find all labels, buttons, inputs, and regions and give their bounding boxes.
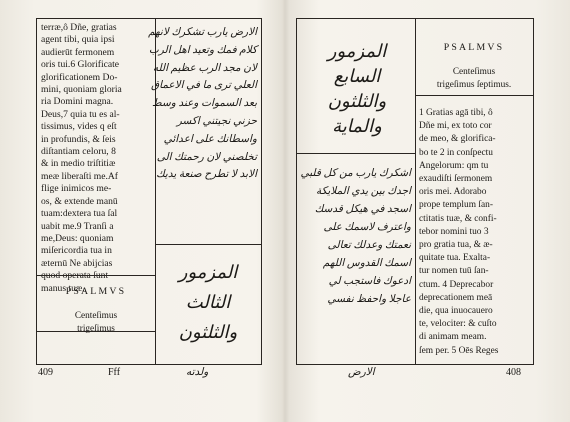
arabic-heading-line: والماية xyxy=(332,116,382,136)
latin-line: uabit me.9 Tranſi a xyxy=(41,220,114,232)
psalm-label: PSALMVS xyxy=(65,286,127,297)
arabic-line: الارض يارب تشكرك لانهم xyxy=(148,27,257,38)
latin-line: in profundis, & ſeis xyxy=(41,133,116,145)
arabic-line: العلي ترى ما في الاعماق xyxy=(150,80,257,92)
column-divider xyxy=(415,19,416,364)
section-rule xyxy=(297,153,415,154)
left-page-frame xyxy=(36,18,262,365)
right-page-frame xyxy=(296,18,534,365)
latin-line: meæ liberaſti me.Af xyxy=(41,170,118,182)
latin-line: tuam:dextera tua ſal xyxy=(41,208,118,220)
arabic-heading-line: المزمور xyxy=(327,41,387,61)
latin-line: Deus,7 quia tu es al- xyxy=(41,108,120,120)
arabic-heading-line: والثلثون xyxy=(327,91,387,111)
latin-line: quitate tua. Exalta- xyxy=(419,253,491,264)
arabic-heading-line: المزمور xyxy=(178,262,238,282)
latin-line: tissimus, vides q eſt xyxy=(41,121,117,133)
left-page xyxy=(0,0,284,422)
latin-text-column xyxy=(41,22,151,295)
latin-line: ctitatis tuæ, & confi- xyxy=(419,213,497,224)
arabic-line: اسجد في هيكل قدسك xyxy=(314,204,411,215)
latin-line: deprecationem meā xyxy=(419,292,493,303)
arabic-catchword: ولدته xyxy=(186,367,209,378)
psalm-number-line: Centeſimus xyxy=(74,311,118,321)
arabic-line: لان مجد الرب عظيم الله xyxy=(152,62,257,74)
section-rule xyxy=(37,275,155,276)
latin-line: tur nomen tuū ſan- xyxy=(419,266,489,277)
latin-line: diſtantiam celoru, 8 xyxy=(41,146,116,158)
latin-line: die, qua inuocauero xyxy=(419,306,493,317)
section-rule xyxy=(155,244,261,245)
latin-line: Dñe mi, ex toto cor xyxy=(419,121,492,132)
latin-line: 1 Gratias agā tibi, ô xyxy=(419,108,493,118)
latin-line: ctum. 4 Deprecabor xyxy=(419,279,494,290)
psalm-heading-arabic xyxy=(303,39,411,139)
arabic-line: بعد السموات وعند وسط xyxy=(151,98,257,110)
latin-line: quod operata ſunt xyxy=(41,270,109,282)
latin-line: glorificationem Do- xyxy=(41,71,118,83)
latin-line: agent tibi, quia ipsi xyxy=(41,34,115,46)
latin-line: mini, quoniam gloria xyxy=(41,84,122,96)
latin-line: di animam meam. xyxy=(419,332,487,343)
latin-line: oris mei. Adorabo xyxy=(419,187,487,198)
latin-line: exaudiſti ſermonem xyxy=(419,174,493,185)
arabic-catchword: الارض xyxy=(348,367,375,378)
arabic-line: تخلصني لان رحمتك الى xyxy=(156,151,257,163)
arabic-line: واعترف لاسمك على xyxy=(323,222,411,233)
latin-line: os, & extende manū xyxy=(41,195,118,207)
arabic-line: اشكرك يارب من كل قلبي xyxy=(300,168,411,179)
latin-line: æternū Ne abijcias xyxy=(41,257,113,269)
arabic-line: ادعوك فاستجب لي xyxy=(328,276,411,287)
latin-line: ria Domini magna. xyxy=(41,96,114,108)
arabic-line: اجدك بين يدي الملايكة xyxy=(316,186,411,197)
latin-line: audierūt fermonem xyxy=(41,46,115,58)
psalm-number-line: trigeſimus xyxy=(77,324,115,334)
latin-line: te, velociter: & cuſto xyxy=(419,319,497,330)
arabic-line: اسمك القدوس اللهم xyxy=(322,258,411,269)
arabic-text-column xyxy=(301,165,411,309)
latin-line: miſericordia tua in xyxy=(41,245,112,257)
latin-line: de meo, & glorifica- xyxy=(419,134,496,145)
psalm-heading-arabic xyxy=(163,257,253,347)
latin-line: terræ,ô Dñe, gratias xyxy=(41,22,117,33)
latin-line: oris tui.6 Glorificate xyxy=(41,59,120,71)
arabic-line: حزني نجيتني اكسر xyxy=(176,115,257,127)
page-number: 408 xyxy=(506,367,521,378)
latin-text-column xyxy=(419,107,529,358)
latin-line: tebor nomini tuo 3 xyxy=(419,226,489,237)
psalm-heading-latin xyxy=(419,41,529,92)
psalm-heading-latin xyxy=(41,282,151,336)
arabic-line: عاجلا واحفظ نفسي xyxy=(327,294,411,305)
arabic-line: واسطانك على اعدائي xyxy=(163,133,257,145)
arabic-line: كلام فمك وتعيد اهل الرب xyxy=(148,44,257,56)
psalm-label: PSALMVS xyxy=(443,42,505,53)
latin-line: pro gratia tua, & æ- xyxy=(419,240,493,251)
latin-line: flige inimicos me- xyxy=(41,183,112,195)
latin-line: & in medio triſtitiæ xyxy=(41,158,116,170)
signature-mark: Fff xyxy=(108,367,121,378)
section-rule xyxy=(37,331,155,332)
latin-line: manus tuæ. xyxy=(41,282,85,294)
arabic-line: نعمتك وعدلك تعالى xyxy=(327,240,411,251)
arabic-line: الابد لا تطرح صنعة يديك xyxy=(156,169,257,181)
latin-line: me,Deus: quoniam xyxy=(41,232,114,244)
latin-line: bo te 2 in conſpectu xyxy=(419,147,493,158)
page-number: 409 xyxy=(38,367,53,378)
arabic-text-column xyxy=(148,24,257,184)
arabic-heading-line: الثالث xyxy=(185,292,231,312)
right-page xyxy=(286,0,570,422)
psalm-number-line: Centeſimus xyxy=(452,67,496,77)
latin-line: ſem per. 5 Oēs Reges xyxy=(419,345,499,356)
arabic-heading-line: والثلثون xyxy=(178,322,238,342)
section-rule xyxy=(415,95,533,96)
latin-line: Angelorum: qm tu xyxy=(419,160,489,171)
psalm-number-line: trigeſimus ſeptimus. xyxy=(436,80,512,90)
latin-line: prope templum ſan- xyxy=(419,200,493,211)
arabic-heading-line: السابع xyxy=(333,66,381,86)
